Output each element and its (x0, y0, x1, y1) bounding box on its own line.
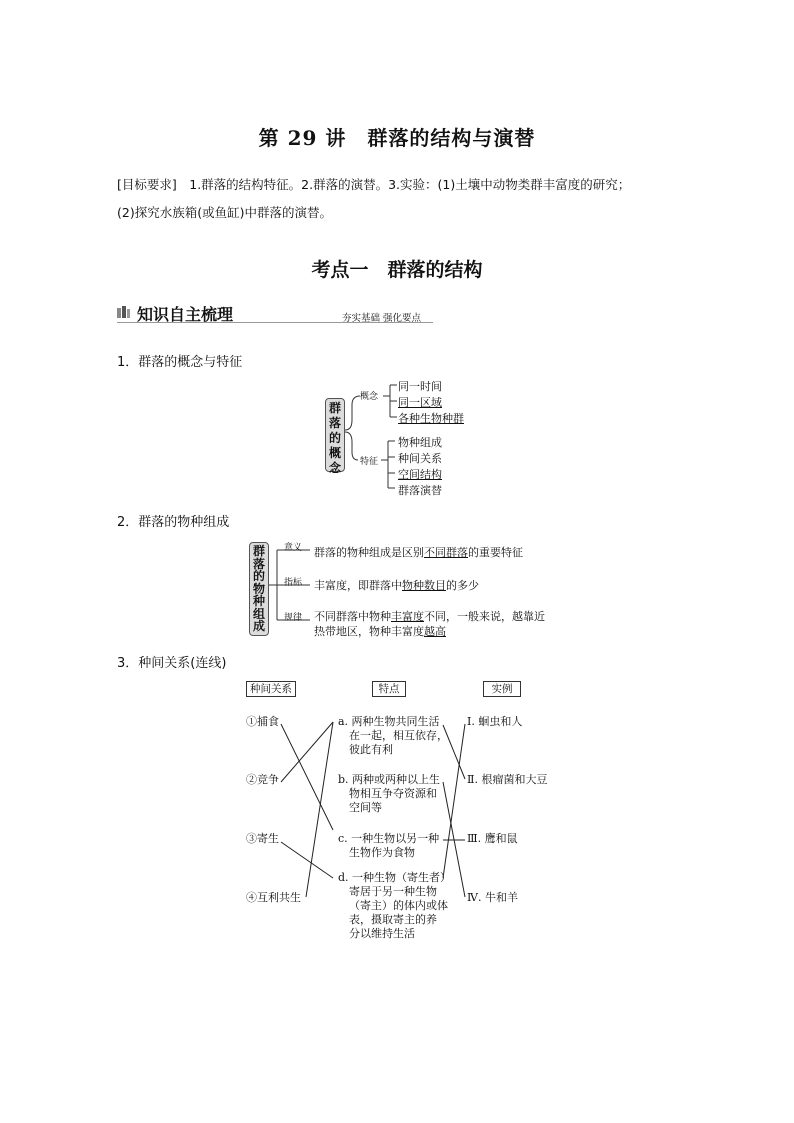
header-relation: 种间关系 (246, 681, 296, 697)
section-title: 知识自主梳理 (137, 305, 234, 324)
relation-item: ②竞争 (246, 773, 279, 786)
rule-text-line-2: 热带地区，物种丰富度越高 (314, 625, 446, 638)
relation-item: ①捕食 (246, 715, 279, 728)
feature-branch-label: 特征 (360, 457, 379, 467)
relation-item: ④互利共生 (246, 891, 301, 904)
header-example: 实例 (483, 681, 521, 697)
line-parasitism-to-d (281, 842, 333, 878)
lecture-title: 第 29 讲 群落的结构与演替 (258, 126, 536, 150)
indicator-text: 丰富度，即群落中物种数目的多少 (314, 579, 479, 592)
feature-item: 物种组成 (398, 436, 442, 449)
meaning-text: 群落的物种组成是区别不同群落的重要特征 (314, 546, 523, 559)
feature-item: 空间结构 (398, 468, 442, 481)
example-item: Ⅲ. 鹰和鼠 (467, 832, 518, 845)
rule-label: 规律 (284, 613, 303, 623)
rule-text-line-1: 不同群落中物种丰富度不同，一般来说，越靠近 (314, 610, 545, 623)
example-item: Ⅳ. 牛和羊 (467, 891, 518, 904)
concept-item: 同一时间 (398, 380, 442, 393)
concept-item: 同一区域 (398, 396, 442, 409)
example-item: Ⅰ. 蛔虫和人 (467, 715, 523, 728)
heading-interspecific: 3．种间关系(连线) (117, 656, 227, 671)
concept-root-box: 群 落 的 概 念 (325, 398, 345, 472)
feature-item: 群落演替 (398, 484, 442, 497)
concept-item: 各种生物种群 (398, 412, 464, 425)
composition-root-box: 群 落 的 物 种 组 成 (249, 542, 269, 636)
line-a-to-II (443, 725, 465, 779)
feature-item: 种间关系 (398, 452, 442, 465)
heading-concept: 1．群落的概念与特征 (117, 355, 243, 370)
header-feature: 特点 (372, 681, 406, 697)
goal-line-1: [目标要求] 1.群落的结构特征。2.群落的演替。3.实验：(1)土壤中动物类群丰富度的研究； (117, 177, 631, 192)
heading-species-composition: 2．群落的物种组成 (117, 515, 230, 530)
goal-line-2: (2)探究水族箱(或鱼缸)中群落的演替。 (117, 205, 332, 220)
line-predation-to-c (281, 724, 333, 830)
relation-item: ③寄生 (246, 832, 279, 845)
indicator-label: 指标 (284, 578, 303, 588)
concept-branch-label: 概念 (360, 392, 379, 402)
section-subtitle: 夯实基础 强化要点 (342, 313, 422, 324)
example-item: Ⅱ. 根瘤菌和大豆 (467, 773, 548, 786)
meaning-label: 意义 (284, 543, 303, 553)
point-title: 考点一 群落的结构 (311, 259, 483, 281)
